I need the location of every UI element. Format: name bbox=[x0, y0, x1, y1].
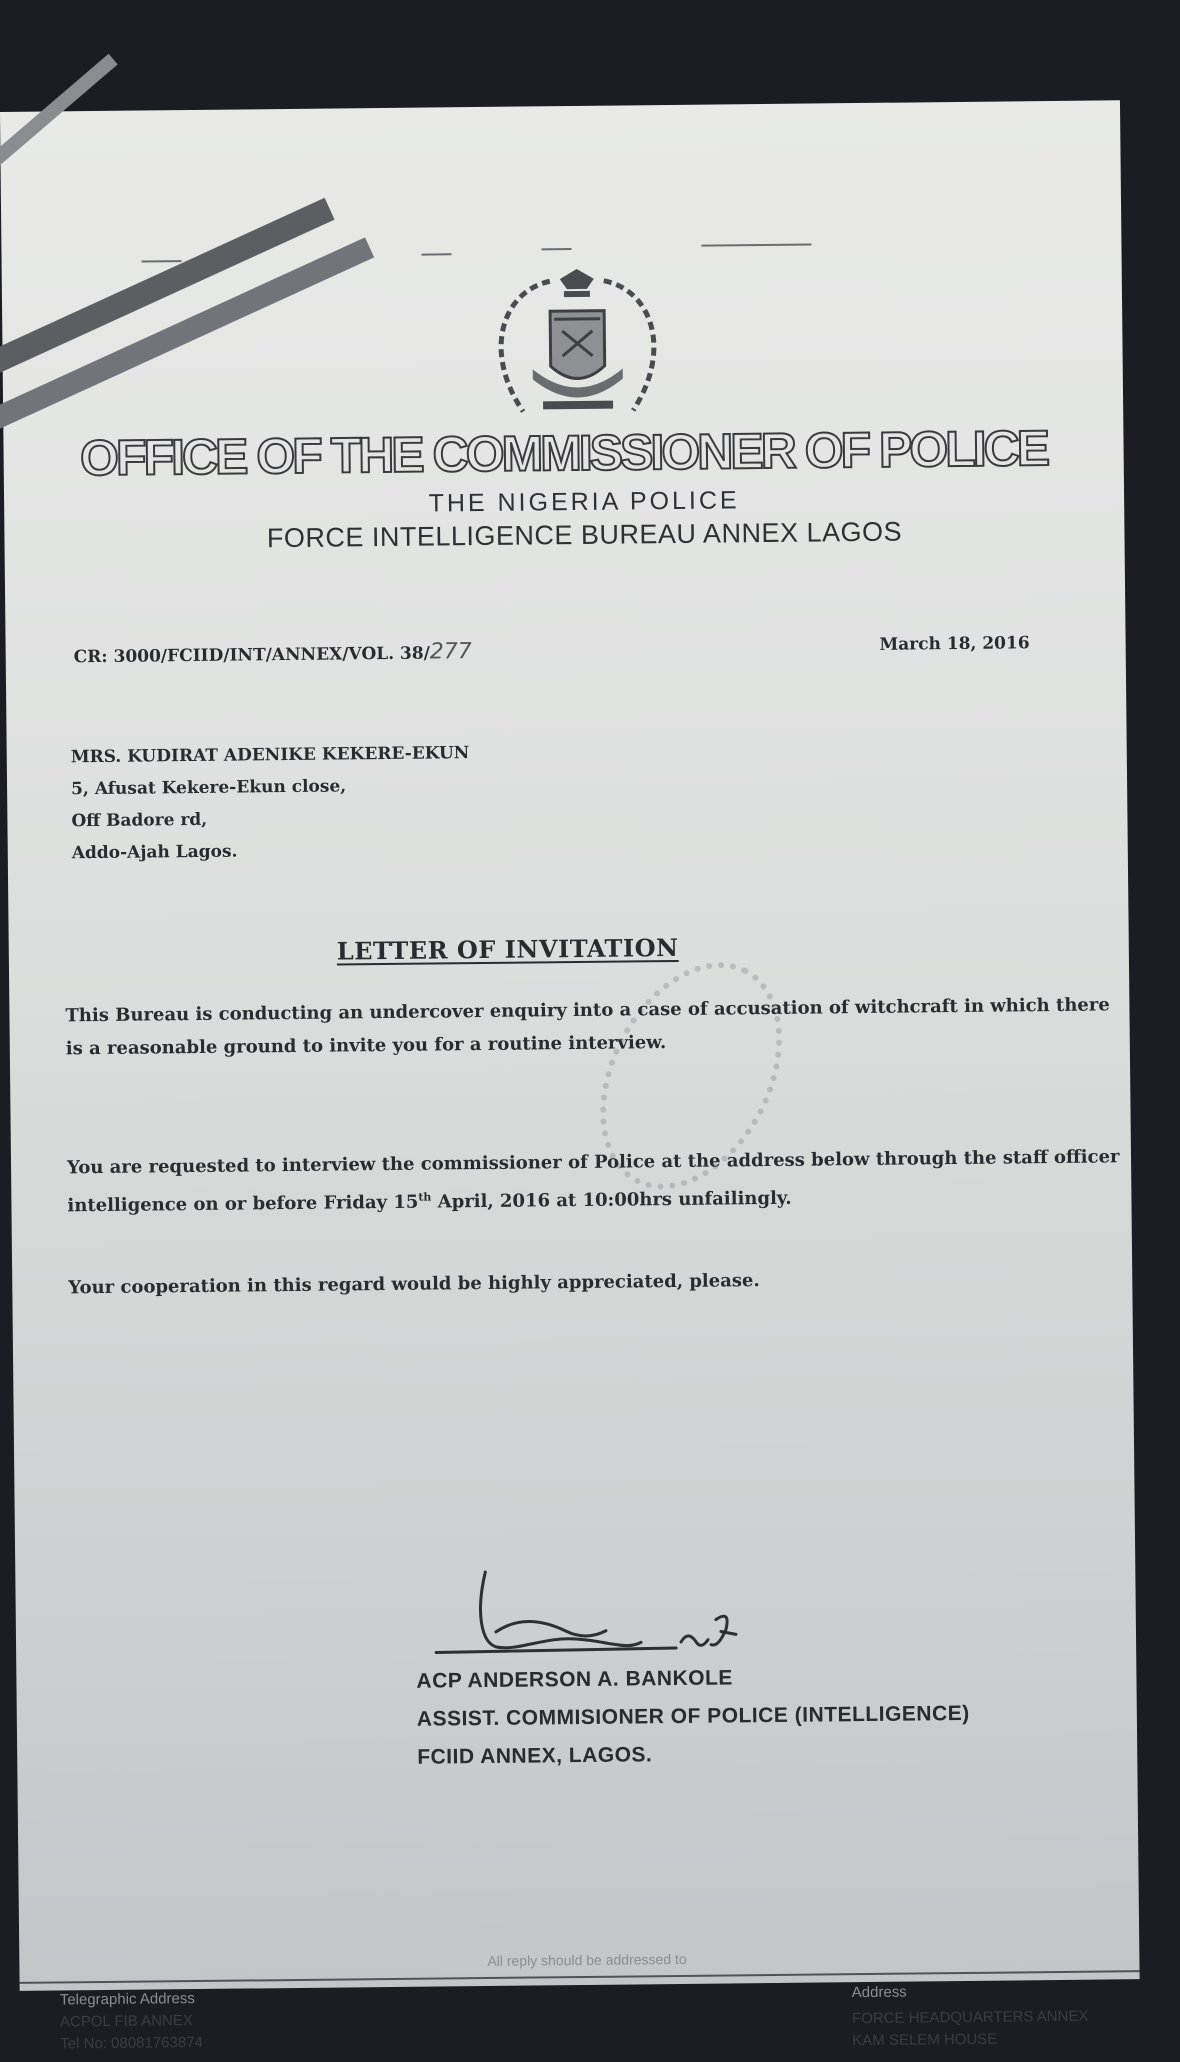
footer-phone: Tel No: 08081763874 bbox=[60, 2033, 203, 2053]
top-dash bbox=[541, 248, 571, 250]
top-dash bbox=[701, 244, 811, 247]
corner-stripe bbox=[0, 54, 118, 234]
top-dash bbox=[142, 260, 182, 262]
footer-left-label: Telegraphic Address bbox=[59, 1990, 195, 2009]
footer-right-line: FORCE HEADQUARTERS ANNEX bbox=[851, 2007, 1089, 2028]
signatory-unit: FCIID ANNEX, LAGOS. bbox=[417, 1743, 653, 1769]
reference-number bbox=[74, 639, 472, 668]
letter-title: LETTER OF INVITATION bbox=[336, 932, 679, 966]
recipient-address bbox=[71, 737, 471, 869]
letterhead-organization: THE NIGERIA POLICE bbox=[428, 486, 740, 518]
police-crest-icon bbox=[472, 260, 684, 437]
footer-left-line: ACPOL FIB ANNEX bbox=[59, 2012, 193, 2031]
recipient-line: Off Badore rd, bbox=[71, 809, 208, 832]
letterhead-office: OFFICE OF THE COMMISSIONER OF POLICE bbox=[79, 420, 1048, 487]
recipient-name: MRS. KUDIRAT ADENIKE KEKERE-EKUN bbox=[70, 743, 470, 768]
letter-page bbox=[0, 100, 1140, 2053]
footer-right-line: KAM SELEM HOUSE bbox=[852, 2030, 998, 2050]
recipient-line: 5, Afusat Kekere-Ekun close, bbox=[70, 776, 347, 800]
top-dash bbox=[422, 253, 452, 255]
reference-text: CR: 3000/FCIID/INT/ANNEX/VOL. 38/ bbox=[73, 643, 430, 668]
footer-right bbox=[851, 1983, 1089, 2052]
signatory-title: ASSIST. COMMISIONER OF POLICE (INTELLIGENCE) bbox=[416, 1701, 970, 1731]
footer-note: All reply should be addressed to bbox=[487, 1950, 687, 1969]
body-text: April, 2016 at 10:00hrs unfailingly. bbox=[431, 1187, 792, 1213]
footer-divider bbox=[20, 1970, 1140, 1984]
letter-date: March 18, 2016 bbox=[879, 633, 1030, 655]
ordinal-suffix: th bbox=[418, 1190, 432, 1204]
body-paragraph: This Bureau is conducting an undercover enquiry into a case of accusation of witchcraft in which there is a reasonable ground to invite you for a routine interview. bbox=[65, 994, 1110, 1060]
body-text: You are requested to interview the commissioner of Police at the address below through the staff officer intelligence on or before Friday 15 bbox=[66, 1146, 1120, 1217]
footer-left bbox=[60, 1988, 203, 2055]
body-paragraph bbox=[67, 1140, 1128, 1222]
footer-right-label: Address bbox=[851, 1983, 907, 2002]
signatory-name: ACP ANDERSON A. BANKOLE bbox=[416, 1666, 733, 1693]
body-paragraph: Your cooperation in this regard would be highly appreciated, please. bbox=[68, 1270, 760, 1299]
recipient-line: Addo-Ajah Lagos. bbox=[71, 841, 238, 864]
reference-handwritten: 277 bbox=[429, 639, 472, 665]
signature-icon bbox=[425, 1549, 806, 1673]
letterhead-bureau: FORCE INTELLIGENCE BUREAU ANNEX LAGOS bbox=[266, 516, 903, 554]
